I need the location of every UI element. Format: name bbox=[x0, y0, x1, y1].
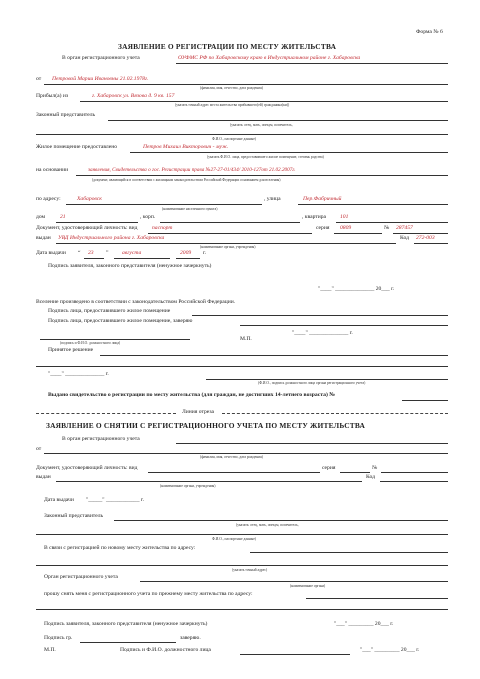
dereg-new-reg-line-2[interactable] bbox=[36, 565, 448, 566]
id-doc-value[interactable]: паспорт bbox=[152, 225, 173, 231]
dereg-official-sign-label: Подпись и Ф.И.О. должностного лица bbox=[120, 647, 211, 653]
issue-month-value[interactable]: августа bbox=[122, 250, 142, 256]
dereg-number-label: № bbox=[372, 465, 378, 471]
dereg-new-reg-label: В связи с регистрацией по новому месту жительства по адресу: bbox=[44, 545, 196, 551]
series-label: серия bbox=[316, 225, 330, 231]
korp-label: , корп. bbox=[140, 214, 156, 220]
arrived-label: Прибыл(а) из bbox=[36, 93, 69, 99]
decision-line[interactable] bbox=[100, 355, 448, 356]
dereg-official-date[interactable]: "___" _________ 20___ г. bbox=[360, 647, 420, 653]
dereg-issued-caption: (наименование органа, учреждения) bbox=[160, 484, 216, 488]
decision-label: Принятое решение bbox=[48, 347, 94, 353]
dereg-from-label: от bbox=[36, 446, 42, 452]
dereg-request-line[interactable] bbox=[306, 598, 448, 599]
cut-line-right bbox=[222, 413, 448, 414]
from-value[interactable]: Петровой Марии Ивановны 21.02.1978г. bbox=[52, 76, 149, 82]
address-city-line[interactable] bbox=[66, 204, 262, 205]
provider-certify-line[interactable] bbox=[240, 325, 448, 326]
apartment-line[interactable] bbox=[336, 222, 448, 223]
provider-sign-label: Подпись лица, предоставившего жилое помещение bbox=[48, 308, 171, 314]
issued-value[interactable]: УВД Индустриального района г. Хабаровска bbox=[58, 235, 165, 241]
issued-label: выдан bbox=[36, 235, 51, 241]
apartment-label: , квартира bbox=[302, 214, 327, 220]
issued-line[interactable] bbox=[56, 243, 396, 244]
dereg-new-reg-caption: (указать точный адрес) bbox=[232, 568, 268, 572]
from-caption: (фамилия, имя, отчество, дата рождения) bbox=[200, 86, 263, 90]
to-office-value[interactable]: ОУФМС РФ по Хабаровскому краю в Индустриальном районе г. Хабаровска bbox=[178, 55, 361, 61]
deregistration-title: ЗАЯВЛЕНИЕ О СНЯТИИ С РЕГИСТРАЦИОННОГО УЧЕТА ПО МЕСТУ ЖИТЕЛЬСТВА bbox=[46, 421, 366, 430]
registration-title: ЗАЯВЛЕНИЕ О РЕГИСТРАЦИИ ПО МЕСТУ ЖИТЕЛЬСТВА bbox=[118, 42, 337, 51]
from-line[interactable] bbox=[44, 84, 448, 85]
dereg-request-line-2[interactable] bbox=[36, 609, 448, 610]
address-label: по адресу: bbox=[36, 196, 61, 202]
apartment-value[interactable]: 101 bbox=[340, 214, 349, 220]
dereg-series-label: серия bbox=[322, 465, 336, 471]
dereg-code-label: Код bbox=[366, 474, 375, 480]
housing-line[interactable] bbox=[130, 152, 448, 153]
dereg-official-sign-line[interactable] bbox=[240, 654, 350, 655]
dereg-mp-label: М.П. bbox=[44, 647, 56, 653]
dereg-issued-line[interactable] bbox=[56, 481, 362, 482]
basis-line[interactable] bbox=[76, 175, 448, 176]
korp-line[interactable] bbox=[160, 222, 300, 223]
to-office-label: В орган регистрационного учета bbox=[62, 55, 140, 61]
id-doc-line[interactable] bbox=[148, 233, 312, 234]
arrived-line[interactable] bbox=[80, 101, 448, 102]
basis-value[interactable]: заявления, Свидетельства о гос. Регистрации права №27-27-01/434/ 2010-127от 21.02.2007г. bbox=[88, 167, 296, 173]
issue-day-line[interactable] bbox=[84, 258, 104, 259]
housing-label: Жилое помещение предоставлено bbox=[36, 144, 118, 150]
issue-year-suffix: г. bbox=[203, 250, 207, 256]
address-city-value[interactable]: Хабаровск bbox=[77, 196, 102, 202]
dereg-to-office-line[interactable] bbox=[176, 443, 448, 444]
decision-date[interactable]: "____" ______________ г. bbox=[48, 371, 109, 377]
arrived-caption: (указать точный адрес места жительства прибывшего(ей) гражданина(ки)) bbox=[175, 103, 290, 107]
house-label: дом bbox=[36, 214, 46, 220]
mp-label: М.П. bbox=[240, 336, 252, 342]
arrived-value[interactable]: г. Хабаровск ул. Вязова д. 9 кв. 157 bbox=[92, 93, 175, 99]
official-sign-line[interactable] bbox=[40, 339, 190, 340]
legal-rep-label: Законный представитель bbox=[36, 112, 96, 118]
issue-day-close-quote: ” bbox=[106, 250, 109, 256]
housing-value[interactable]: Петров Михаил Викторович - муж. bbox=[143, 144, 229, 150]
housing-caption: (указать Ф.И.О. лица, предоставившего жилое помещение, степень родства) bbox=[207, 155, 324, 159]
dereg-to-office-label: В орган регистрационного учета bbox=[62, 436, 140, 442]
dereg-issue-date-label: Дата выдачи bbox=[44, 497, 74, 503]
provider-sign-line[interactable] bbox=[192, 315, 448, 316]
cut-line-label: Линия отреза bbox=[182, 409, 215, 415]
decision-official-line[interactable] bbox=[206, 379, 448, 380]
form-number: Форма № 6 bbox=[416, 29, 443, 35]
dereg-code-line[interactable] bbox=[380, 481, 448, 482]
number-line[interactable] bbox=[393, 233, 448, 234]
dereg-number-line[interactable] bbox=[381, 472, 448, 473]
dereg-citizen-sign-label: Подпись гр. bbox=[44, 635, 73, 641]
issue-date-label: Дата выдачи bbox=[36, 250, 66, 256]
applicant-signature-label: Подпись заявителя, законного представителя (ненужное зачеркнуть) bbox=[48, 263, 212, 269]
dereg-office-line[interactable] bbox=[140, 581, 448, 582]
issued-caption: (наименование органа, учреждения) bbox=[200, 245, 256, 249]
dereg-legal-rep-line[interactable] bbox=[114, 520, 448, 521]
address-city-caption: (наименование населенного пункта) bbox=[162, 207, 218, 211]
dereg-legal-rep-caption: (указать: отец, мать, опекун, попечитель, bbox=[236, 523, 299, 527]
dereg-issue-date-blank[interactable]: "_____" ____________ г. bbox=[86, 497, 144, 503]
dereg-id-doc-label: Документ, удостоверяющий личность: вид bbox=[36, 465, 138, 471]
issue-year-value[interactable]: 2009 bbox=[180, 250, 192, 256]
legal-rep-caption: (указать: отец, мать, опекун, попечитель, bbox=[230, 123, 293, 127]
number-value[interactable]: 287457 bbox=[396, 225, 413, 231]
dereg-legal-rep-line-2[interactable] bbox=[36, 534, 448, 535]
dereg-signature-label: Подпись заявителя, законного представителя (ненужное зачеркнуть) bbox=[44, 621, 208, 627]
house-value[interactable]: 21 bbox=[60, 214, 66, 220]
dereg-signature-date[interactable]: "___" _________ 20___ г. bbox=[334, 621, 394, 627]
dereg-issued-label: выдан bbox=[36, 474, 51, 480]
moved-in-text: Вселение произведено в соответствии с законодательством Российской Федерации. bbox=[36, 299, 236, 305]
basis-caption: (документ, являющийся в соответствии с жилищным законодательством Российской Федерации основанием для вселения) bbox=[92, 178, 281, 182]
fio-passport-caption: Ф.И.О., паспортные данные) bbox=[212, 137, 256, 141]
dereg-fio-passport-caption: Ф.И.О., паспортные данные) bbox=[212, 537, 256, 541]
id-doc-label: Документ, удостоверяющий личность: вид bbox=[36, 225, 138, 231]
number-label: № bbox=[384, 225, 390, 231]
certify-date[interactable]: "____" ______________ г. bbox=[292, 330, 353, 336]
dereg-office-label: Орган регистрационного учета bbox=[44, 574, 118, 580]
street-value[interactable]: Пер.Фабричный bbox=[303, 196, 342, 202]
official-caption: (подпись и Ф.И.О. должностного лица) bbox=[60, 341, 121, 345]
dereg-id-doc-line[interactable] bbox=[148, 472, 320, 473]
to-office-line[interactable] bbox=[176, 63, 448, 64]
series-value[interactable]: 0809 bbox=[340, 225, 352, 231]
issue-month-line[interactable] bbox=[114, 258, 170, 259]
dereg-from-caption: (фамилия, имя, отчество, дата рождения) bbox=[200, 455, 263, 459]
dereg-from-line[interactable] bbox=[44, 453, 448, 454]
issue-year-line[interactable] bbox=[176, 258, 200, 259]
house-line[interactable] bbox=[56, 222, 138, 223]
basis-label: на основании bbox=[36, 167, 69, 173]
legal-rep-line[interactable] bbox=[108, 120, 448, 121]
dereg-legal-rep-label: Законный представитель bbox=[44, 513, 104, 519]
certificate-number-line[interactable] bbox=[402, 400, 448, 401]
code-label: Код bbox=[400, 235, 409, 241]
certificate-text: Выдано свидетельство о регистрации по месту жительства (для граждан, не достигших 14-летнего возраста) № bbox=[48, 392, 335, 398]
decision-official-caption: (Ф.И.О., подпись должностного лица органа регистрационного учета) bbox=[258, 381, 366, 385]
issue-day-value[interactable]: 23 bbox=[88, 250, 94, 256]
applicant-signature-date[interactable]: "____" ______________ 20___ г. bbox=[318, 286, 395, 292]
legal-rep-line-2[interactable] bbox=[36, 134, 448, 135]
code-value[interactable]: 272-003 bbox=[416, 235, 435, 241]
decision-line-2[interactable] bbox=[36, 366, 448, 367]
from-label: от bbox=[36, 76, 42, 82]
issue-day-open-quote: “ bbox=[78, 250, 81, 256]
provider-certify-label: Подпись лица, предоставившего жилое помещение, заверяю bbox=[48, 318, 193, 324]
cut-line-left bbox=[36, 413, 176, 414]
street-label: , улица bbox=[264, 196, 281, 202]
dereg-certify-label: заверяю. bbox=[180, 635, 201, 641]
dereg-request-text: прошу снять меня с регистрационного учета по прежнему месту жительства по адресу: bbox=[44, 591, 253, 597]
code-line[interactable] bbox=[414, 243, 448, 244]
series-line[interactable] bbox=[334, 233, 382, 234]
street-line[interactable] bbox=[298, 204, 448, 205]
dereg-office-caption: (наименование органа) bbox=[290, 584, 326, 588]
dereg-citizen-sign-line[interactable] bbox=[80, 642, 176, 643]
dereg-new-reg-line[interactable] bbox=[250, 552, 448, 553]
dereg-series-line[interactable] bbox=[340, 472, 370, 473]
